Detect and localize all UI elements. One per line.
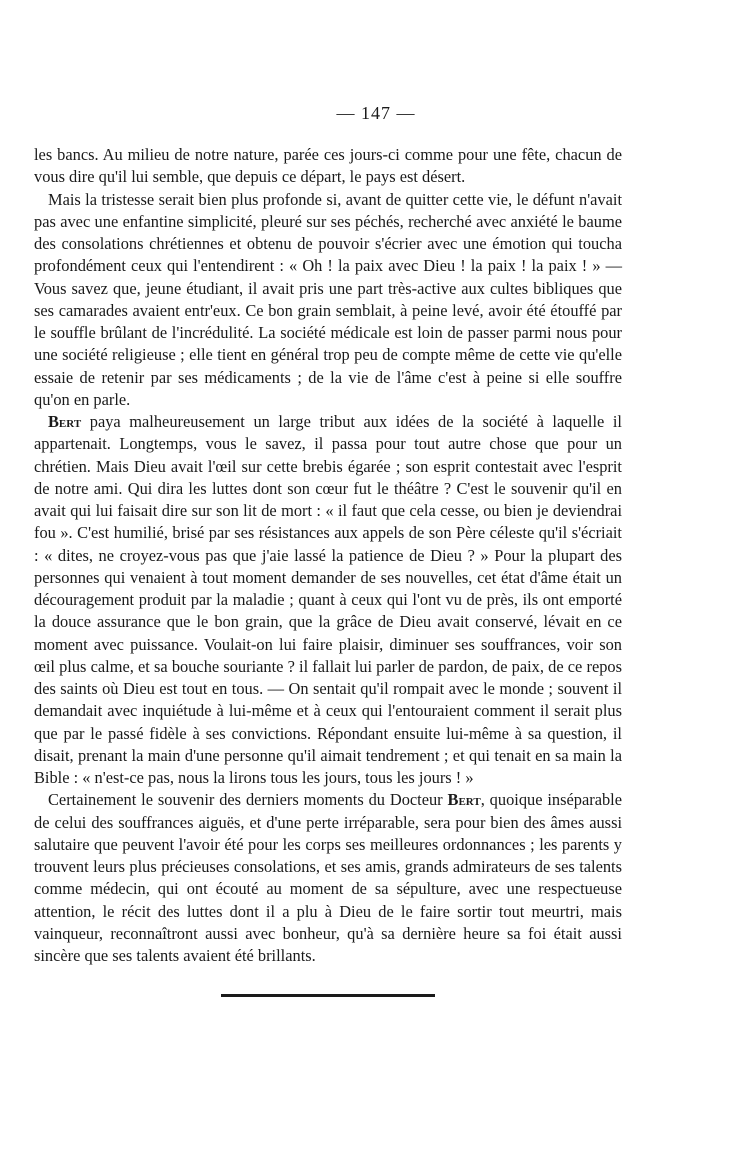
page-number: — 147 — [336, 103, 416, 123]
name-bert-2: Bert [447, 790, 481, 810]
paragraph-bert-text: paya malheureusement un large tribut aux idées de la société à laquelle il appartenait. Longtemps, vous le savez, il passa pour tout autre chose que pour un chrétien. Mais Dieu avait l'œil sur cette brebis égarée ; son esprit contestait avec l'esprit de notre ami. Qui dira les luttes dont son cœur fut le théâtre ? C'est le souvenir qu'il en avait qui lui faisait dire sur son lit de mort : « il faut que cela cesse, ou bien je deviendrai fou ». C'est humilié, brisé par ses résistances aux appels de son Père céleste qu'il s'écriait : « dites, ne croyez-vous pas que j'aie lassé la patience de Dieu ? » Pour la plupart des personnes qui venaient à tout moment demander de ses nouvelles, cet état d'âme était un découragement produit par la maladie ; quant à ceux qui l'ont vu de près, ils ont emporté la douce assurance que le bon grain, que la grâce de Dieu avait conservé, lévait en ce moment avec puissance. Voulait-on lui faire plaisir, diminuer ses souffrances, voir son œil plus calme, et sa bouche souriante ? il fallait lui parler de pardon, de paix, de ce repos des saints où Dieu est tout en tous. — On sentait qu'il rompait avec le monde ; souvent il demandait avec inquiétude à lui-même et à ceux qui l'entouraient comment il serait plus que par le passé fidèle à ses convictions. Répondant ensuite lui-même à sa question, il disait, prenant la main d'une personne qu'il aimait tendrement ; et qui tenait en sa main la Bible : « n'est-ce pas, nous la lirons tous les jours, tous les jours ! » [34, 412, 622, 787]
paragraph-bert-tribut [34, 411, 622, 789]
paragraph-souvenir-start: Certainement le souvenir des derniers moments du Docteur [48, 790, 448, 810]
paragraph-tristesse: Mais la tristesse serait bien plus profonde si, avant de quitter cette vie, le défunt n'avait pas avec une enfantine simplicité, pleuré sur ses péchés, recherché avec anxiété le baume des consolations chrétiennes et obtenu de pouvoir s'écrier avec une émotion qui toucha profondément ceux qui l'entendirent : « Oh ! la paix avec Dieu ! la paix ! la paix ! » — Vous savez que, jeune étudiant, il avait pris une part très-active aux cultes bibliques que ses camarades avaient entr'eux. Ce bon grain semblait, à peine levé, avoir été étouffé par le souffle brûlant de l'incrédulité. La société médicale est loin de passer parmi nous pour une société religieuse ; elle tient en général trop peu de compte même de cette vie qu'elle essaie de retenir par ses médicaments ; de la vie de l'âme c'est à peine si elle souffre qu'on en parle. [34, 189, 622, 409]
paragraph-souvenir [34, 789, 622, 967]
paragraph-continuation: les bancs. Au milieu de notre nature, parée ces jours-ci comme pour une fête, chacun de vous dire qu'il lui semble, que depuis ce départ, le pays est désert. [34, 145, 622, 187]
name-bert: Bert [48, 412, 82, 431]
end-rule [221, 994, 435, 997]
paragraph-souvenir-end: , quoique inséparable de celui des souffrances aiguës, et d'une perte irréparable, sera pour bien des âmes aussi salutaire que peuvent l'avoir été pour les corps ses meilleures ordonnances ; les parents y trouvent leurs plus précieuses consolations, et ses amis, grands admirateurs de ses talents comme médecin, qui ont écouté au moment de sa sépulture, avec une respectueuse attention, le récit des luttes dont il a plu à Dieu de le faire sortir tout meurtri, mais vainqueur, reconnaîtront aussi avec bonheur, qu'à sa dernière heure sa foi était aussi sincère que ses talents avaient été brillants. [34, 790, 622, 965]
body-text [34, 144, 622, 967]
